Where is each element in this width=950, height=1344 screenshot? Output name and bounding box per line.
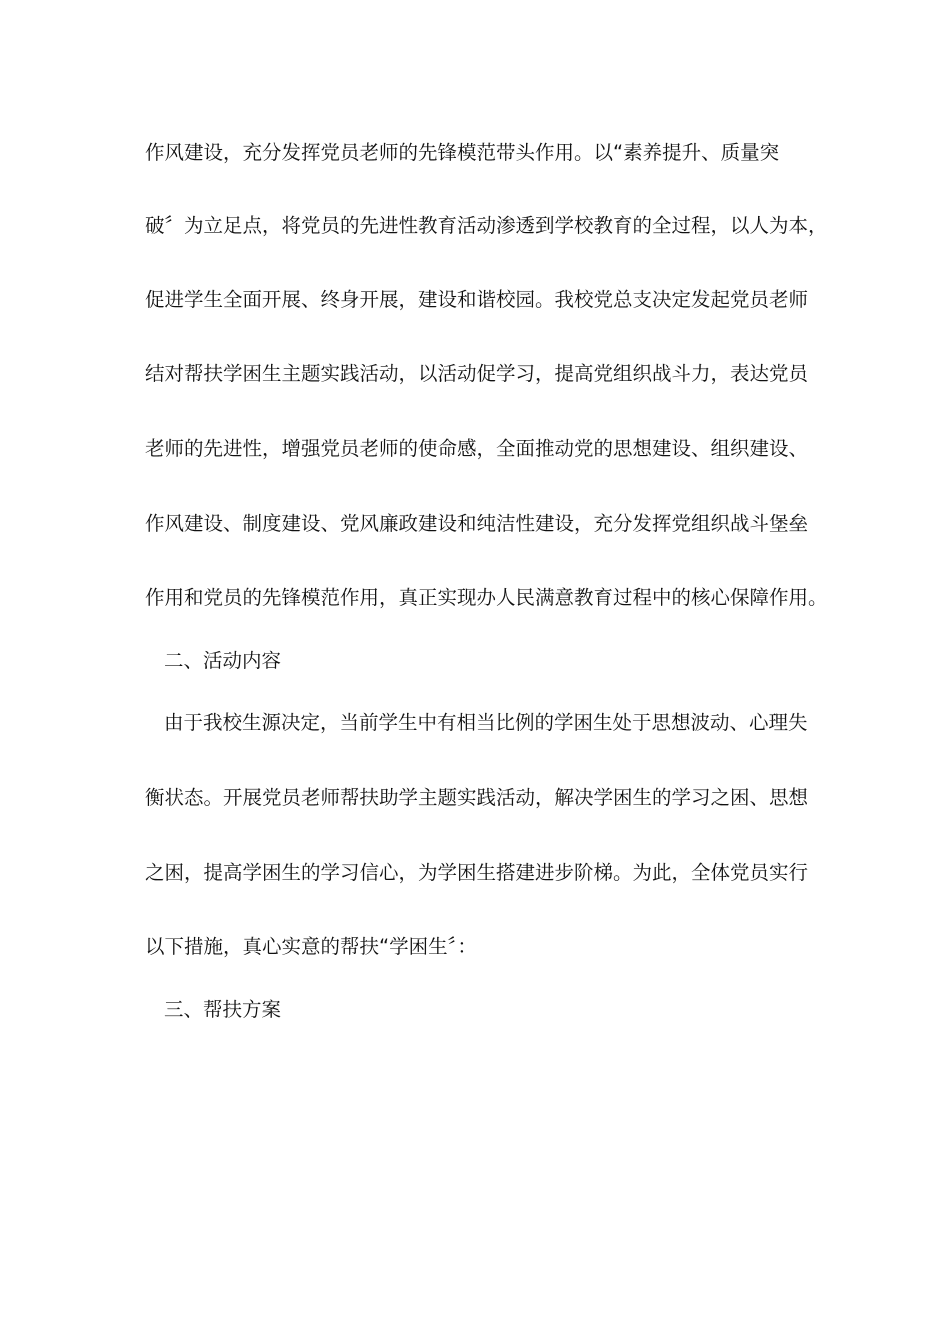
body-text-line: 结对帮扶学困生主题实践活动，以活动促学习，提高党组织战斗力，表达党员 (145, 362, 809, 385)
body-text-line: 作风建设，充分发挥党员老师的先锋模范带头作用。以“素养提升、质量突 (145, 141, 780, 164)
body-text-line: 由于我校生源决定，当前学生中有相当比例的学困生处于思想波动、心理失 (164, 711, 808, 734)
body-text-line: 衡状态。开展党员老师帮扶助学主题实践活动，解决学困生的学习之困、思想 (145, 786, 809, 809)
body-text-line: 老师的先进性，增强党员老师的使命感，全面推动党的思想建设、组织建设、 (145, 437, 809, 460)
body-text-line: 促进学生全面开展、终身开展，建设和谐校园。我校党总支决定发起党员老师 (145, 288, 809, 311)
section-heading: 三、帮扶方案 (164, 998, 282, 1021)
section-heading: 二、活动内容 (164, 649, 282, 672)
body-text-line: 以下措施，真心实意的帮扶“学困生〞： (145, 935, 477, 958)
body-text-line: 作风建设、制度建设、党风廉政建设和纯洁性建设，充分发挥党组织战斗堡垒 (145, 512, 809, 535)
body-text-line: 之困，提高学困生的学习信心，为学困生搭建进步阶梯。为此，全体党员实行 (145, 861, 809, 884)
body-text-line: 作用和党员的先锋模范作用，真正实现办人民满意教育过程中的核心保障作用。 (145, 586, 828, 609)
body-text-line: 破〞为立足点，将党员的先进性教育活动渗透到学校教育的全过程，以人为本， (145, 214, 828, 237)
